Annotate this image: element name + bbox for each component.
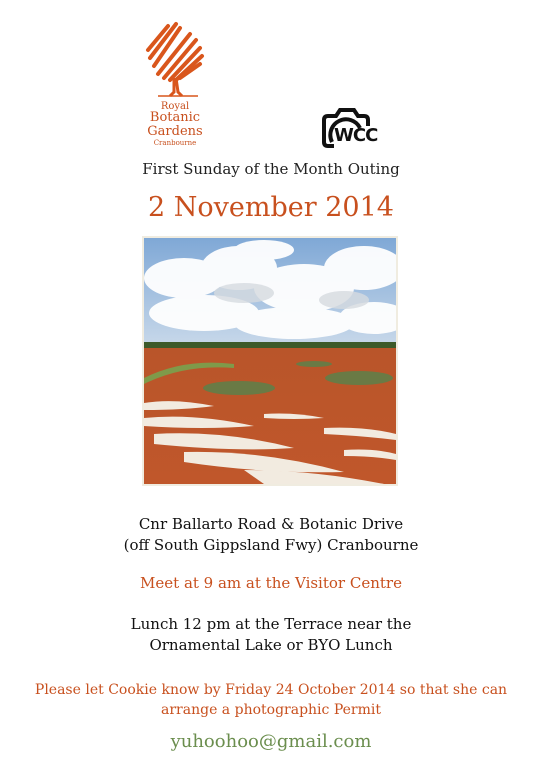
lunch-line2: Ornamental Lake or BYO Lunch [149,636,393,654]
rbg-logo [140,18,220,150]
permit-line2: arrange a photographic Permit [161,702,381,718]
lunch-line1: Lunch 12 pm at the Terrace near the [130,615,412,633]
rbg-logo-line3: Gardens [147,124,203,139]
event-subtitle: First Sunday of the Month Outing [142,160,400,178]
wcc-logo-text: WCC [334,125,378,146]
rbg-logo-line2: Botanic [149,110,201,125]
permit-notice [0,680,542,720]
event-date: 2 November 2014 [148,192,394,223]
wcc-logo [320,104,390,148]
location [0,514,542,556]
meeting-info: Meet at 9 am at the Visitor Centre [140,574,402,592]
rbg-logo-line1: Royal [160,101,190,112]
location-line1: Cnr Ballarto Road & Botanic Drive [138,515,404,533]
rbg-logo-line4: Cranbourne [153,139,197,147]
garden-photo [142,236,398,486]
red-sand-garden-image [144,238,396,484]
contact-email[interactable]: yuhoohoo@gmail.com [170,731,372,752]
permit-line1: Please let Cookie know by Friday 24 October 2014 so that she can [34,682,508,698]
location-line2: (off South Gippsland Fwy) Cranbourne [123,536,419,554]
lunch-info [0,614,542,656]
tree-icon [140,18,220,100]
